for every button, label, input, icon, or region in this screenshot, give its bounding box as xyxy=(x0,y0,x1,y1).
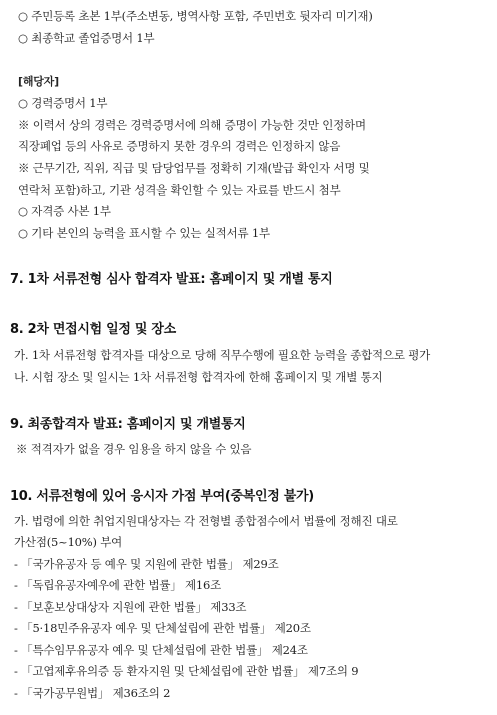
section-9-note: ※ 적격자가 없을 경우 임용을 하지 않을 수 있음 xyxy=(16,442,252,456)
doc-item: ○ 경력증명서 1부 xyxy=(18,96,108,110)
doc-note: ※ 근무기간, 직위, 직급 및 담당업무를 정확히 기재(발급 확인자 서명 및 xyxy=(18,161,370,175)
law-item: - 「특수임무유공자 예우 및 단체설립에 관한 법률」 제24조 xyxy=(14,643,308,657)
section-8-line: 나. 시험 장소 및 일시는 1차 서류전형 합격자에 한해 홈페이지 및 개별 통지 xyxy=(14,370,383,384)
section-10-line: 가. 법령에 의한 취업지원대상자는 각 전형별 종합점수에서 법률에 정해진 대로 xyxy=(14,514,398,528)
section-10-title: 10. 서류전형에 있어 응시자 가점 부여(중복인정 불가) xyxy=(10,489,314,504)
doc-item: ○ 최종학교 졸업증명서 1부 xyxy=(18,31,155,45)
law-item: - 「독립유공자예우에 관한 법률」 제16조 xyxy=(14,578,222,592)
target-label: [해당자] xyxy=(18,75,59,88)
law-item: - 「고엽제후유의증 등 환자지원 및 단체설립에 관한 법률」 제7조의 9 xyxy=(14,664,359,678)
doc-note: 직장폐업 등의 사유로 증명하지 못한 경우의 경력은 인정하지 않음 xyxy=(18,139,341,153)
section-8-title: 8. 2차 면접시험 일정 및 장소 xyxy=(10,322,176,337)
law-item: - 「국가공무원법」 제36조의 2 xyxy=(14,686,171,700)
law-item: - 「5·18민주유공자 예우 및 단체설립에 관한 법률」 제20조 xyxy=(14,621,311,635)
section-7-title: 7. 1차 서류전형 심사 합격자 발표: 홈페이지 및 개별 통지 xyxy=(10,272,333,287)
doc-note: 연락처 포함)하고, 기관 성격을 확인할 수 있는 자료를 반드시 첨부 xyxy=(18,183,341,197)
section-8-line: 가. 1차 서류전형 합격자를 대상으로 당해 직무수행에 필요한 능력을 종합적으로 평가 xyxy=(14,348,431,362)
law-item: - 「국가유공자 등 예우 및 지원에 관한 법률」 제29조 xyxy=(14,557,279,571)
law-item: - 「보훈보상대상자 지원에 관한 법률」 제33조 xyxy=(14,600,247,614)
section-10-line: 가산점(5~10%) 부여 xyxy=(14,535,123,549)
doc-note: ※ 이력서 상의 경력은 경력증명서에 의해 증명이 가능한 것만 인정하며 xyxy=(18,118,366,132)
section-9-title: 9. 최종합격자 발표: 홈페이지 및 개별통지 xyxy=(10,417,246,432)
doc-item: ○ 주민등록 초본 1부(주소변동, 병역사항 포함, 주민번호 뒷자리 미기재) xyxy=(18,9,373,23)
doc-item: ○ 자격증 사본 1부 xyxy=(18,204,111,218)
doc-item: ○ 기타 본인의 능력을 표시할 수 있는 실적서류 1부 xyxy=(18,226,270,240)
